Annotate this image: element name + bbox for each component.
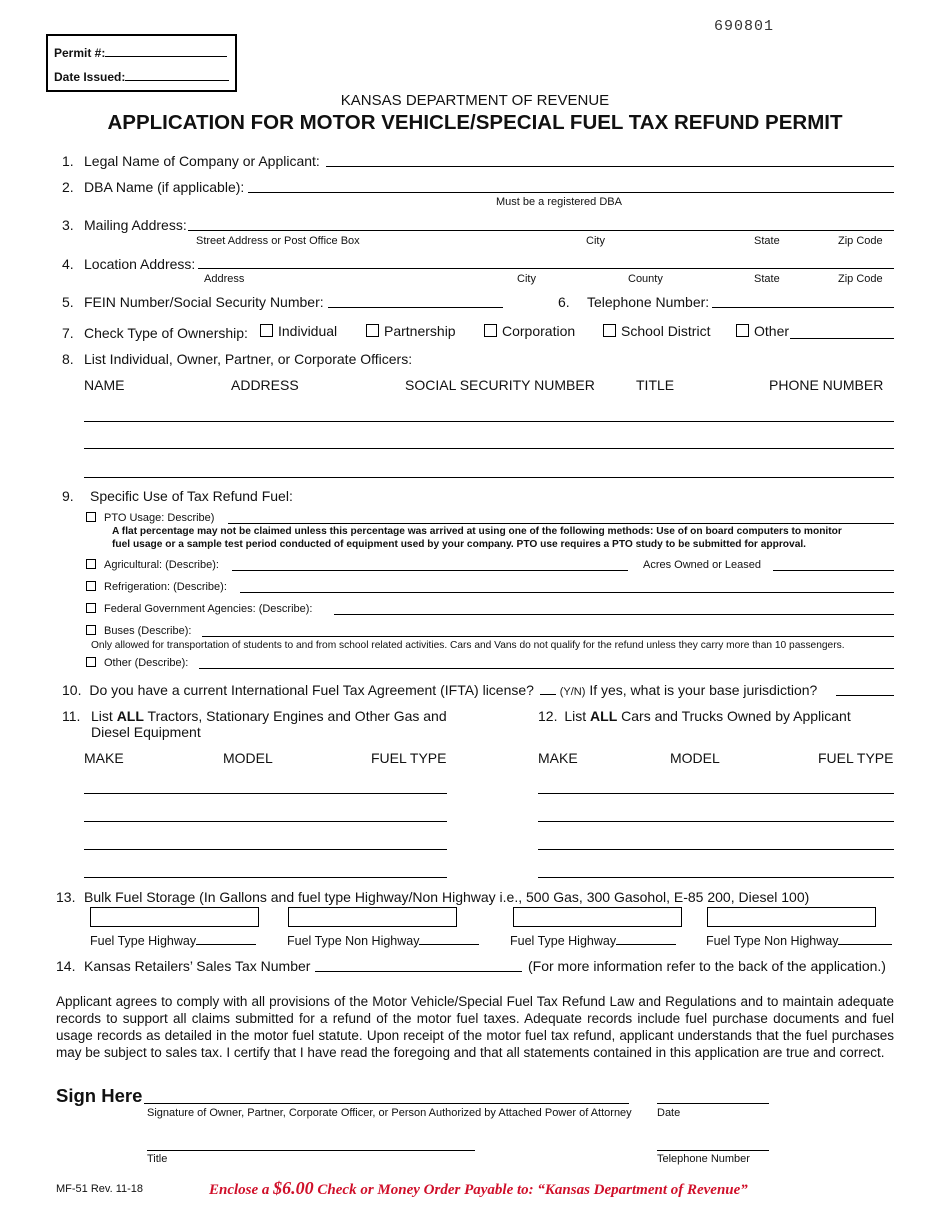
vehicles-row-2[interactable] <box>538 821 894 822</box>
acres-label: Acres Owned or Leased <box>643 559 762 571</box>
refrigeration-label: Refrigeration: (Describe): <box>104 581 227 593</box>
acres-field[interactable] <box>773 570 894 571</box>
sign-here-label: Sign Here <box>56 1085 143 1106</box>
q11-col-make: MAKE <box>84 750 124 766</box>
individual-checkbox[interactable] <box>260 324 273 337</box>
pto-field[interactable] <box>228 523 894 524</box>
officers-row-1[interactable] <box>84 421 894 422</box>
fein-field[interactable] <box>328 307 503 308</box>
corporation-label: Corporation <box>502 323 576 339</box>
officers-col-phone: PHONE NUMBER <box>769 377 884 393</box>
telephone-field[interactable] <box>712 307 894 308</box>
q12-bold: ALL <box>590 708 618 724</box>
fuel-highway-field-1[interactable] <box>196 944 256 945</box>
officers-col-title: TITLE <box>636 377 675 393</box>
equipment-row-2[interactable] <box>84 821 447 822</box>
page-title: APPLICATION FOR MOTOR VEHICLE/SPECIAL FUEL TAX REFUND PERMIT <box>107 111 843 134</box>
q12-col-model: MODEL <box>670 750 720 766</box>
q12-number: 12. <box>538 708 558 724</box>
enclose-b: Check or Money Order Payable to: “Kansas Department of Revenue” <box>317 1182 748 1198</box>
pto-note-1: A flat percentage may not be claimed unless this percentage was arrived at using one of the following methods: Use of on board computers to monitor <box>112 526 842 537</box>
q1-number: 1. <box>62 153 74 169</box>
form-number: 690801 <box>714 18 775 35</box>
school-district-label: School District <box>621 323 711 339</box>
pto-checkbox[interactable] <box>86 512 96 522</box>
buses-label: Buses (Describe): <box>104 625 192 637</box>
form-revision: MF-51 Rev. 11-18 <box>56 1183 144 1195</box>
q7-number: 7. <box>62 325 74 341</box>
ownership-school-district[interactable] <box>603 323 710 339</box>
buses-note: Only allowed for transportation of students to and from school related activities. Cars and Vans do not qualify for the refund unless they carry more than 10 passengers. <box>91 640 845 651</box>
mailing-address-field[interactable] <box>188 230 894 231</box>
permit-box <box>46 34 237 92</box>
mailing-zip-caption: Zip Code <box>838 235 883 247</box>
fuel-nonhighway-label-1: Fuel Type Non Highway <box>287 934 420 948</box>
buses-field[interactable] <box>202 636 894 637</box>
bulk-storage-box-3[interactable] <box>513 907 682 927</box>
q13-number: 13. <box>56 889 76 905</box>
agreement-text: Applicant agrees to comply with all provisions of the Motor Vehicle/Special Fuel Tax Refund Law and Regulations and to maintain adequate records to support all claims submitted for a refund of the motor fuel taxes. Adequate records include fuel purchase documents and fuel usage records as detailed in the motor fuel statute. Upon receipt of the motor fuel tax refund, applicant understands that the fuel purchases may be subject to sales tax. I certify that I have read the foregoing and that all statements contained in this application are true and correct. <box>56 994 894 1060</box>
ownership-other[interactable] <box>736 323 789 339</box>
q4-label: Location Address: <box>84 256 196 272</box>
buses-checkbox[interactable] <box>86 625 96 635</box>
q6-label: Telephone Number: <box>587 294 710 310</box>
agency-name: KANSAS DEPARTMENT OF REVENUE <box>340 92 610 109</box>
corporation-checkbox[interactable] <box>484 324 497 337</box>
permit-number-label: Permit #: <box>54 46 106 60</box>
other-use-checkbox[interactable] <box>86 657 96 667</box>
enclose-notice <box>209 1178 748 1199</box>
q10-label-a: Do you have a current International Fuel Tax Agreement (IFTA) license? <box>89 682 534 698</box>
bulk-storage-box-1[interactable] <box>90 907 259 927</box>
q11-label-c: Diesel Equipment <box>91 724 201 740</box>
ownership-partnership[interactable] <box>366 323 456 339</box>
q12-col-make: MAKE <box>538 750 578 766</box>
fuel-nonhighway-field-2[interactable] <box>838 944 892 945</box>
federal-field[interactable] <box>334 614 894 615</box>
individual-label: Individual <box>278 323 338 339</box>
signature-caption: Signature of Owner, Partner, Corporate Officer, or Person Authorized by Attached Power of Attorney <box>147 1107 632 1119</box>
q2-label: DBA Name (if applicable): <box>84 179 245 195</box>
q3-label: Mailing Address: <box>84 217 187 233</box>
q1-label: Legal Name of Company or Applicant: <box>84 153 320 169</box>
location-address-field[interactable] <box>198 268 894 269</box>
officers-col-name: NAME <box>84 377 125 393</box>
ownership-corporation[interactable] <box>484 323 575 339</box>
q11-bold: ALL <box>116 708 144 724</box>
location-county-caption: County <box>628 273 663 285</box>
q9-number: 9. <box>62 488 74 504</box>
q11-col-fuel: FUEL TYPE <box>371 750 447 766</box>
bulk-storage-box-4[interactable] <box>707 907 876 927</box>
q11-number: 11. <box>62 708 81 724</box>
q12-col-fuel: FUEL TYPE <box>818 750 894 766</box>
dba-note: Must be a registered DBA <box>496 196 622 208</box>
federal-checkbox[interactable] <box>86 603 96 613</box>
sales-tax-number-field[interactable] <box>315 971 522 972</box>
refrigeration-checkbox[interactable] <box>86 581 96 591</box>
dba-name-field[interactable] <box>248 192 894 193</box>
q4-number: 4. <box>62 256 74 272</box>
fuel-highway-label-2: Fuel Type Highway <box>510 934 617 948</box>
q14-label: Kansas Retailers’ Sales Tax Number <box>84 958 311 974</box>
q14-note: (For more information refer to the back of the application.) <box>528 958 886 974</box>
location-state-caption: State <box>754 273 780 285</box>
officers-row-2[interactable] <box>84 448 894 449</box>
vehicles-row-4[interactable] <box>538 877 894 878</box>
title-field[interactable] <box>147 1150 475 1151</box>
other-checkbox[interactable] <box>736 324 749 337</box>
permit-number-field[interactable] <box>105 56 227 57</box>
location-address-caption: Address <box>204 273 245 285</box>
signer-telephone-field[interactable] <box>657 1150 769 1151</box>
other-use-label: Other (Describe): <box>104 657 189 669</box>
q12-label-b: Cars and Trucks Owned by Applicant <box>621 708 851 724</box>
base-jurisdiction-field[interactable] <box>836 695 894 696</box>
date-caption: Date <box>657 1107 681 1119</box>
q11-label-a: List <box>91 708 113 724</box>
partnership-label: Partnership <box>384 323 456 339</box>
mailing-street-caption: Street Address or Post Office Box <box>196 235 360 247</box>
date-issued-label: Date Issued: <box>54 70 126 84</box>
other-use-field[interactable] <box>199 668 894 669</box>
ownership-other-field[interactable] <box>790 338 894 339</box>
enclose-a: Enclose a <box>209 1182 270 1198</box>
mailing-city-caption: City <box>586 235 605 247</box>
mailing-state-caption: State <box>754 235 780 247</box>
agricultural-label: Agricultural: (Describe): <box>104 559 219 571</box>
q11-col-model: MODEL <box>223 750 273 766</box>
equipment-row-4[interactable] <box>84 877 447 878</box>
q13-label: Bulk Fuel Storage (In Gallons and fuel type Highway/Non Highway i.e., 500 Gas, 300 Gasohol, E-85 200, Diesel 100) <box>84 889 810 905</box>
q5-label: FEIN Number/Social Security Number: <box>84 294 324 310</box>
q2-number: 2. <box>62 179 74 195</box>
date-field[interactable] <box>657 1103 769 1104</box>
q14-number: 14. <box>56 958 76 974</box>
q11-label-b: Tractors, Stationary Engines and Other Gas and <box>147 708 447 724</box>
refrigeration-field[interactable] <box>240 592 894 593</box>
q8-number: 8. <box>62 351 74 367</box>
officers-row-3[interactable] <box>84 477 894 478</box>
q10-number: 10. <box>62 682 82 698</box>
officers-col-address: ADDRESS <box>231 377 299 393</box>
location-zip-caption: Zip Code <box>838 273 883 285</box>
q5-number: 5. <box>62 294 74 310</box>
partnership-checkbox[interactable] <box>366 324 379 337</box>
school-district-checkbox[interactable] <box>603 324 616 337</box>
fee-amount: $6.00 <box>273 1178 314 1198</box>
q9-label: Specific Use of Tax Refund Fuel: <box>90 488 293 504</box>
pto-label: PTO Usage: Describe) <box>104 512 215 524</box>
q10-yn-hint: (Y/N) <box>559 686 586 698</box>
q10-label-b: If yes, what is your base jurisdiction? <box>589 682 818 698</box>
other-label: Other <box>754 323 790 339</box>
federal-label: Federal Government Agencies: (Describe): <box>104 603 313 615</box>
officers-col-ssn: SOCIAL SECURITY NUMBER <box>405 377 595 393</box>
vehicles-row-1[interactable] <box>538 793 894 794</box>
q12-label-a: List <box>564 708 587 724</box>
ownership-individual[interactable] <box>260 323 337 339</box>
equipment-row-3[interactable] <box>84 849 447 850</box>
title-caption: Title <box>147 1153 168 1165</box>
date-issued-field[interactable] <box>125 80 229 81</box>
q3-number: 3. <box>62 217 74 233</box>
q7-label: Check Type of Ownership: <box>84 325 248 341</box>
legal-name-field[interactable] <box>326 166 894 167</box>
fuel-highway-label-1: Fuel Type Highway <box>90 934 197 948</box>
signature-field[interactable] <box>144 1103 629 1104</box>
equipment-row-1[interactable] <box>84 793 447 794</box>
location-city-caption: City <box>517 273 536 285</box>
q8-label: List Individual, Owner, Partner, or Corporate Officers: <box>84 351 413 367</box>
fuel-nonhighway-field-1[interactable] <box>419 944 479 945</box>
pto-note-2: fuel usage or a sample test period conducted of equipment used by your company. PTO use requires a PTO study to be submitted for approval. <box>112 539 807 550</box>
bulk-storage-box-2[interactable] <box>288 907 457 927</box>
telephone-caption: Telephone Number <box>657 1153 750 1165</box>
fuel-nonhighway-label-2: Fuel Type Non Highway <box>706 934 839 948</box>
q6-number: 6. <box>558 294 570 310</box>
agricultural-field[interactable] <box>232 570 628 571</box>
ifta-yn-field[interactable] <box>540 694 556 695</box>
vehicles-row-3[interactable] <box>538 849 894 850</box>
fuel-highway-field-2[interactable] <box>616 944 676 945</box>
agricultural-checkbox[interactable] <box>86 559 96 569</box>
